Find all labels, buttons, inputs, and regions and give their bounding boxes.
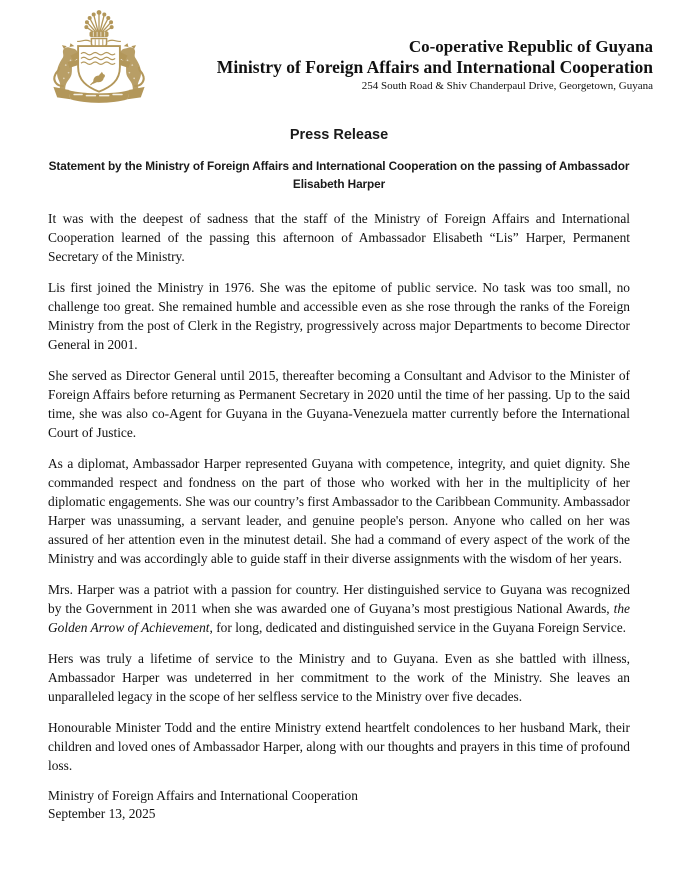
paragraph-5-text-end: , for long, dedicated and distinguished service in the Guyana Foreign Service. (209, 620, 627, 636)
paragraph-7: Honourable Minister Todd and the entire Ministry extend heartfelt condolences to her husband Mark, their children and loved ones of Ambassador Harper, along with our thoughts and prayers in this time of profound loss. (48, 720, 630, 774)
statement-text (48, 209, 630, 775)
paragraph-5 (48, 580, 630, 637)
award-name-italic: the Golden Arrow of Achievement (48, 601, 630, 636)
press-release-title: Press Release (289, 127, 389, 143)
statement-title: Statement by the Ministry of Foreign Affairs and International Cooperation on the passing of Ambassador Elisabeth Harper (48, 158, 630, 191)
paragraph-6: Hers was truly a lifetime of service to the Ministry and to Guyana. Even as she battled with illness, Ambassador Harper was undeterred in her commitment to the work of the Ministry. She leaves an unparalleled legacy in the scope of her selfless service to the Ministry over five decades. (48, 651, 630, 705)
paragraph-5-text: Mrs. Harper was a patriot with a passion for country. Her distinguished service to Guyana was recognized by the Government in 2011 when she was awarded one of Guyana’s most prestigious National Awards, (48, 582, 630, 617)
letterhead-text (217, 36, 653, 94)
signoff-date: September 13, 2025 (48, 806, 156, 822)
paragraph-3: She served as Director General until 2015, thereafter becoming a Consultant and Advisor to the Minister of Foreign Affairs before returning as Permanent Secretary in 2020 until the time of her passing. Up to the said time, she was also co-Agent for Guyana in the Guyana-Venezuela matter currently before the International Court of Justice. (48, 368, 630, 441)
letterhead-address: 254 South Road & Shiv Chanderpaul Drive, Georgetown, Guyana (361, 80, 653, 93)
letterhead-country: Co-operative Republic of Guyana (408, 37, 653, 56)
guyana-coat-of-arms-icon (42, 6, 156, 108)
document-body (0, 112, 678, 823)
letterhead (0, 0, 678, 112)
paragraph-2: Lis first joined the Ministry in 1976. She was the epitome of public service. No task was too small, no challenge too great. She remained humble and accessible even as she rose through the ranks of the Foreign Ministry from the post of Clerk in the Registry, progressively across major Departments to become Director General in 2001. (48, 280, 630, 353)
signoff-ministry: Ministry of Foreign Affairs and International Cooperation (48, 788, 358, 804)
paragraph-4: As a diplomat, Ambassador Harper represented Guyana with competence, integrity, and quiet dignity. She commanded respect and fondness on the part of those who worked with her in the multiplicity of her diplomatic engagements. She was our country’s first Ambassador to the Caribbean Community. Ambassador Harper was unassuming, a servant leader, and genuine people's person. Anyone who called on her was assured of her attention even in the minutest detail. She had a command of every aspect of the work of the Ministry and was accordingly able to guide staff in their diverse assignments with the wisdom of her years. (48, 456, 630, 567)
signature-block (48, 787, 630, 823)
paragraph-1: It was with the deepest of sadness that the staff of the Ministry of Foreign Affairs and International Cooperation learned of the passing this afternoon of Ambassador Elisabeth “Lis” Harper, Permanent Secretary of the Ministry. (48, 211, 630, 265)
letterhead-ministry: Ministry of Foreign Affairs and International Cooperation (216, 57, 653, 78)
